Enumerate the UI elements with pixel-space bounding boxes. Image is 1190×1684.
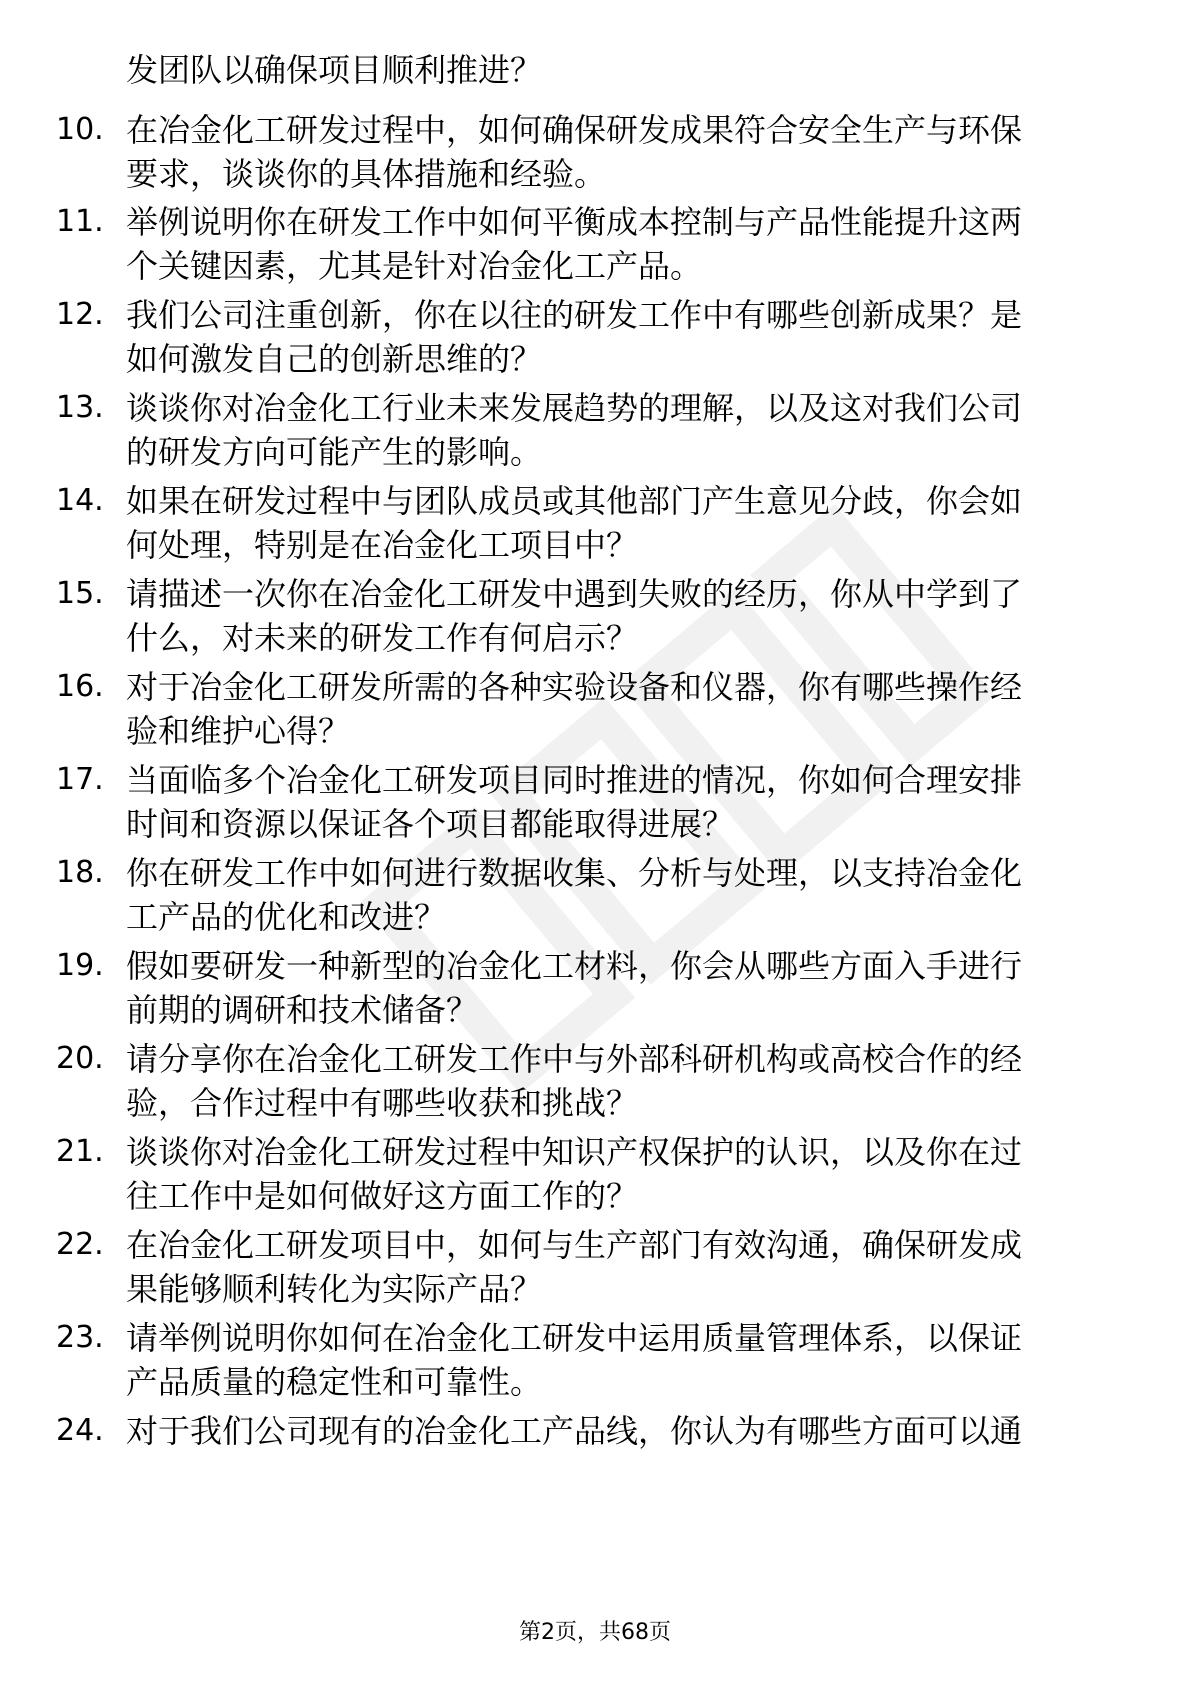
question-line: 往工作中是如何做好这方面工作的？ (126, 1177, 639, 1215)
question-line: 果能够顺利转化为实际产品？ (126, 1270, 543, 1308)
question-number: 23. (56, 1320, 104, 1355)
question-line: 要求，谈谈你的具体措施和经验。 (126, 155, 607, 193)
question-text (126, 1037, 1126, 1125)
question-line: 在冶金化工研发项目中，如何与生产部门有效沟通，确保研发成 (126, 1226, 1023, 1264)
question-line: 你在研发工作中如何进行数据收集、分析与处理，以支持冶金化 (126, 854, 1023, 892)
question-line: 验，合作过程中有哪些收获和挑战？ (126, 1084, 639, 1122)
question-line: 对于冶金化工研发所需的各种实验设备和仪器，你有哪些操作经 (126, 668, 1023, 706)
question-number: 18. (56, 855, 104, 890)
question-line: 当面临多个冶金化工研发项目同时推进的情况，你如何合理安排 (126, 761, 1023, 799)
question-line: 请描述一次你在冶金化工研发中遇到失败的经历，你从中学到了 (126, 575, 1023, 613)
question-line: 工产品的优化和改进？ (126, 898, 447, 936)
question-number: 15. (56, 576, 104, 611)
question-line: 什么，对未来的研发工作有何启示？ (126, 619, 639, 657)
question-line: 对于我们公司现有的冶金化工产品线，你认为有哪些方面可以通 (126, 1412, 1023, 1450)
question-line: 前期的调研和技术储备？ (126, 991, 479, 1029)
question-text (126, 758, 1126, 846)
question-number: 13. (56, 390, 104, 425)
question-line: 举例说明你在研发工作中如何平衡成本控制与产品性能提升这两 (126, 203, 1023, 241)
question-number: 16. (56, 669, 104, 704)
question-number: 19. (56, 948, 104, 983)
question-line: 谈谈你对冶金化工行业未来发展趋势的理解，以及这对我们公司 (126, 389, 1023, 427)
question-line: 请分享你在冶金化工研发工作中与外部科研机构或高校合作的经 (126, 1040, 1023, 1078)
question-text (126, 1130, 1126, 1218)
question-line: 如果在研发过程中与团队成员或其他部门产生意见分歧，你会如 (126, 482, 1023, 520)
question-line: 假如要研发一种新型的冶金化工材料，你会从哪些方面入手进行 (126, 947, 1023, 985)
question-line: 验和维护心得？ (126, 712, 351, 750)
question-line: 我们公司注重创新，你在以往的研发工作中有哪些创新成果？是 (126, 296, 1023, 334)
question-text (126, 1409, 1126, 1453)
question-text (126, 479, 1126, 567)
question-text (126, 200, 1126, 288)
question-line: 时间和资源以保证各个项目都能取得进展？ (126, 805, 735, 843)
question-line: 请举例说明你如何在冶金化工研发中运用质量管理体系，以保证 (126, 1319, 1023, 1357)
question-line: 产品质量的稳定性和可靠性。 (126, 1363, 543, 1401)
question-text (126, 1223, 1126, 1311)
question-number: 17. (56, 762, 104, 797)
question-number: 20. (56, 1041, 104, 1076)
question-continuation: 发团队以确保项目顺利推进？ (126, 51, 543, 89)
question-number: 14. (56, 483, 104, 518)
question-text (126, 851, 1126, 939)
question-line: 在冶金化工研发过程中，如何确保研发成果符合安全生产与环保 (126, 111, 1023, 149)
question-text (126, 665, 1126, 753)
question-number: 24. (56, 1413, 104, 1448)
question-line: 的研发方向可能产生的影响。 (126, 433, 543, 471)
question-line: 如何激发自己的创新思维的？ (126, 340, 543, 378)
question-text (126, 944, 1126, 1032)
question-text (126, 386, 1126, 474)
question-text (126, 293, 1126, 381)
question-text (126, 572, 1126, 660)
question-text (126, 108, 1126, 196)
page-number-footer: 第2页，共68页 (519, 1620, 671, 1645)
question-number: 11. (56, 204, 104, 239)
question-number: 12. (56, 297, 104, 332)
question-number: 10. (56, 112, 104, 147)
question-line: 何处理，特别是在冶金化工项目中？ (126, 526, 639, 564)
question-number: 21. (56, 1134, 104, 1169)
question-text (126, 1316, 1126, 1404)
question-number: 22. (56, 1227, 104, 1262)
question-line: 谈谈你对冶金化工研发过程中知识产权保护的认识，以及你在过 (126, 1133, 1023, 1171)
question-line: 个关键因素，尤其是针对冶金化工产品。 (126, 247, 703, 285)
